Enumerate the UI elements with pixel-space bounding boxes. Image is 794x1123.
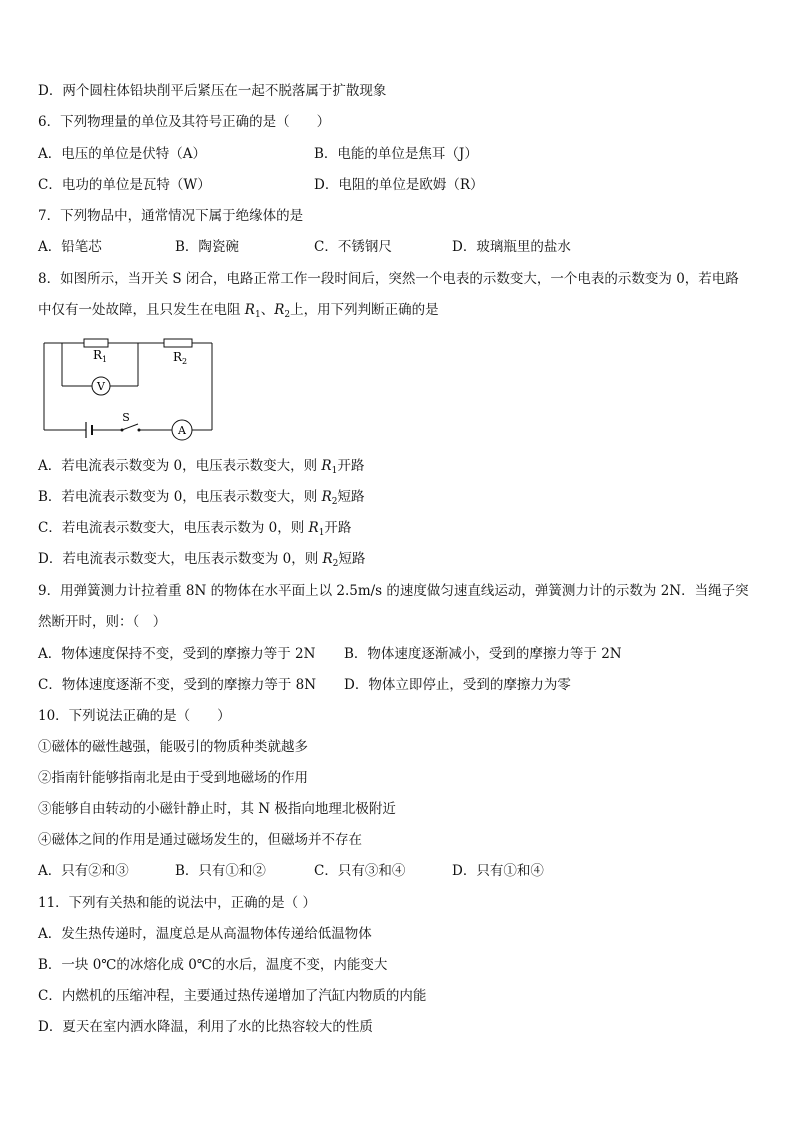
question5-option-d: D．两个圆柱体铅块削平后紧压在一起不脱落属于扩散现象	[38, 83, 387, 99]
question8-option-b: B．若电流表示数变为 0，电压表示数变大，则 $R_2$短路	[38, 489, 365, 507]
question10-option-c: C．只有③和④	[314, 863, 406, 879]
question10-option-d: D．只有①和④	[452, 863, 544, 879]
resistor-r1-label: $R_1$	[93, 348, 108, 364]
question9-stem-line2: 然断开时，则：（ ）	[38, 614, 167, 630]
question6-option-c: C．电功的单位是瓦特（W）	[38, 177, 211, 193]
question11-option-a: A．发生热传递时，温度总是从高温物体传递给低温物体	[38, 926, 372, 942]
question11-option-d: D．夏天在室内洒水降温，利用了水的比热容较大的性质	[38, 1019, 373, 1035]
question7-option-a: A．铅笔芯	[38, 239, 102, 255]
resistor-r2-label: $R_2$	[173, 350, 188, 366]
question6-option-a: A．电压的单位是伏特（A）	[38, 146, 206, 162]
question10-statement-3: ③能够自由转动的小磁针静止时，其 N 极指向地理北极附近	[38, 801, 396, 817]
resistor-r2	[164, 339, 192, 347]
question8-stem-line1: 8．如图所示，当开关 S 闭合，电路正常工作一段时间后，突然一个电表的示数变大，一个电表的示数变为 0，若电路	[38, 271, 739, 287]
question10-statement-2: ②指南针能够指南北是由于受到地磁场的作用	[38, 770, 308, 786]
circuit-diagram	[38, 332, 228, 444]
question8-option-a: A．若电流表示数变为 0，电压表示数变大，则 $R_1$开路	[38, 458, 365, 476]
question7-option-d: D．玻璃瓶里的盐水	[452, 239, 571, 255]
question9-option-a: A．物体速度保持不变，受到的摩擦力等于 2N	[38, 646, 316, 662]
question9-stem-line1: 9．用弹簧测力计拉着重 8N 的物体在水平面上以 2.5m/s 的速度做匀速直线运动，弹簧测力计的示数为 2N．当绳子突	[38, 583, 749, 599]
question7-option-b: B．陶瓷碗	[175, 239, 239, 255]
voltmeter-label: V	[97, 380, 105, 393]
question6-stem: 6．下列物理量的单位及其符号正确的是（ ）	[38, 114, 331, 130]
question8-stem-line2: 中仅有一处故障，且只发生在电阻 $R_1$、$R_2$上，用下列判断正确的是	[38, 302, 439, 320]
question6-option-d: D．电阻的单位是欧姆（R）	[314, 177, 484, 193]
switch-blade	[122, 424, 138, 430]
question9-option-d: D．物体立即停止，受到的摩擦力为零	[344, 677, 571, 693]
question9-option-b: B．物体速度逐渐减小，受到的摩擦力等于 2N	[344, 646, 622, 662]
resistor-r1	[84, 339, 108, 347]
question10-statement-4: ④磁体之间的作用是通过磁场发生的，但磁场并不存在	[38, 832, 362, 848]
question7-stem: 7．下列物品中，通常情况下属于绝缘体的是	[38, 208, 304, 224]
question10-statement-1: ①磁体的磁性越强，能吸引的物质种类就越多	[38, 739, 308, 755]
switch-label: S	[122, 411, 130, 424]
question8-option-c: C．若电流表示数变大，电压表示数为 0，则 $R_1$开路	[38, 520, 352, 538]
question11-stem: 11．下列有关热和能的说法中，正确的是（ ）	[38, 895, 316, 911]
question10-stem: 10．下列说法正确的是（ ）	[38, 708, 231, 724]
question10-option-b: B．只有①和②	[175, 863, 266, 879]
question7-option-c: C．不锈钢尺	[314, 239, 392, 255]
question9-option-c: C．物体速度逐渐不变，受到的摩擦力等于 8N	[38, 677, 317, 693]
question11-option-c: C．内燃机的压缩冲程，主要通过热传递增加了汽缸内物质的内能	[38, 988, 427, 1004]
question8-option-d: D．若电流表示数变大，电压表示数变为 0，则 $R_2$短路	[38, 551, 366, 569]
question11-option-b: B．一块 0℃的冰熔化成 0℃的水后，温度不变，内能变大	[38, 957, 388, 973]
question10-option-a: A．只有②和③	[38, 863, 129, 879]
ammeter-label: A	[178, 424, 186, 437]
question6-option-b: B．电能的单位是焦耳（J）	[314, 146, 478, 162]
